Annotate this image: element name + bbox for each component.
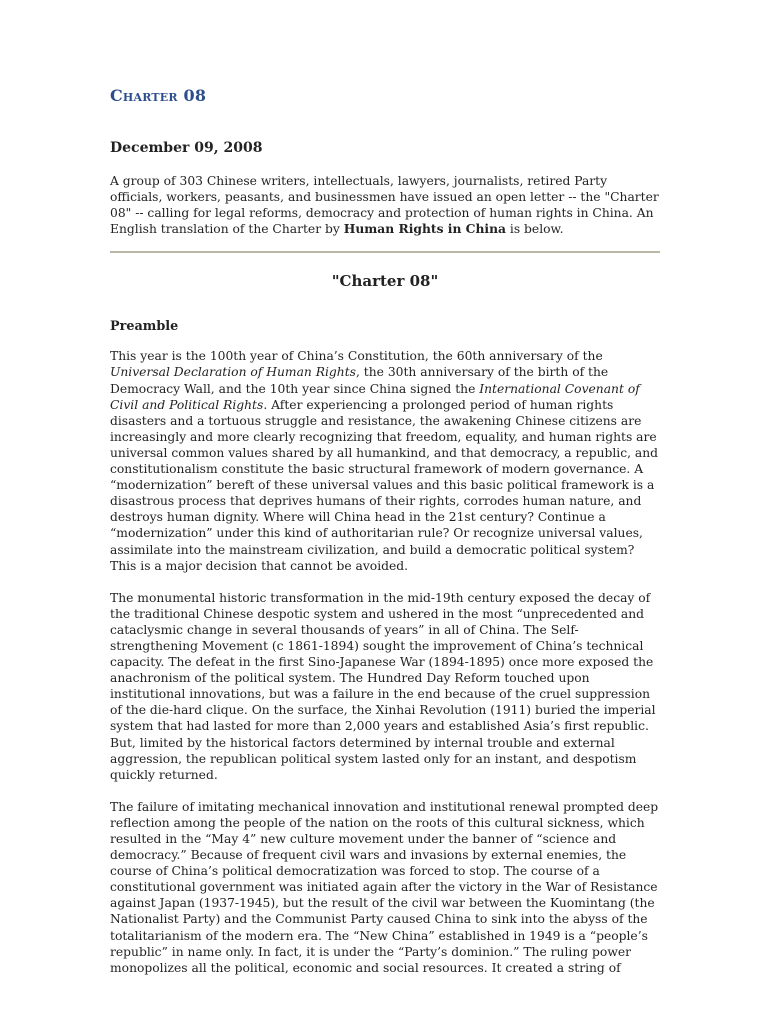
publication-date: December 09, 2008 [110,140,263,156]
p1-part3: . After experiencing a prolonged period of human rights disasters and a tortuous struggle and resistance, the awakening Chinese citizens are increasingly and more clearly recognizing that freedom, equality, and human rights are universal common values shared by all humankind, and that democracy, a republic, and constitutionalism constitute the basic structural framework of modern governance. A “modernization” bereft of these universal values and this basic political framework is a disastrous process that deprives humans of their rights, corrodes human nature, and destroys human dignity. Where will China head in the 21st century? Continue a “modernization” under this kind of authoritarian rule? Or recognize universal values, assimilate into the mainstream civilization, and build a democratic political system? This is a major decision that cannot be avoided. [110,397,659,573]
p1-part2: , the 30th anniversary of the birth of the Democracy Wall, and the 10th year since China signed the [110,365,609,396]
preamble-paragraph-1 [110,348,660,573]
horizontal-divider [110,251,660,253]
preamble-paragraph-2: The monumental historic transformation in the mid-19th century exposed the decay of the traditional Chinese despotic system and ushered in the most “unprecedented and cataclysmic change in several thousands of years” in all of China. The Self-strengthening Movement (c 1861-1894) sought the improvement of China’s technical capacity. The defeat in the first Sino-Japanese War (1894-1895) once more exposed the anachronism of the political system. The Hundred Day Reform touched upon institutional innovations, but was a failure in the end because of the cruel suppression of the die-hard clique. On the surface, the Xinhai Revolution (1911) buried the imperial system that had lasted for more than 2,000 years and established Asia’s first republic. But, limited by the historical factors determined by internal trouble and external aggression, the republican political system lasted only for an instant, and despotism quickly returned. [110,590,656,782]
preamble-paragraph-3: The failure of imitating mechanical innovation and institutional renewal prompted deep reflection among the people of the nation on the roots of this cultural sickness, which resulted in the “May 4” new culture movement under the banner of “science and democracy.” Because of frequent civil wars and invasions by external enemies, the course of China’s political democratization was forced to stop. The course of a constitutional government was initiated again after the victory in the War of Resistance against Japan (1937-1945), but the result of the civil war between the Kuomintang (the Nationalist Party) and the Communist Party caused China to sink into the abyss of the totalitarianism of the modern era. The “New China” established in 1949 is a “people’s republic” in name only. In fact, it is under the “Party’s dominion.” The ruling power monopolizes all the political, economic and social resources. It created a string of [110,799,659,975]
document-content [110,86,660,992]
intro-text-before: A group of 303 Chinese writers, intellectuals, lawyers, journalists, retired Party officials, workers, peasants, and businessmen have issued an open letter -- the "Charter 08" -- calling for legal reforms, democracy and protection of human rights in China. An English translation of the Charter by [110,174,659,237]
intro-paragraph [110,173,660,237]
intro-text-after: is below. [506,222,564,237]
page-title: Charter 08 [110,86,207,105]
intro-organization-name: Human Rights in China [343,221,506,237]
p1-part1: This year is the 100th year of China’s Constitution, the 60th anniversary of the [110,349,603,364]
p1-italic-udhr: Universal Declaration of Human Rights [110,365,356,380]
preamble-heading: Preamble [110,319,179,335]
charter-heading: "Charter 08" [331,272,439,291]
p1-italic-iccpr: International Covenant of Civil and Political Rights [110,381,640,412]
